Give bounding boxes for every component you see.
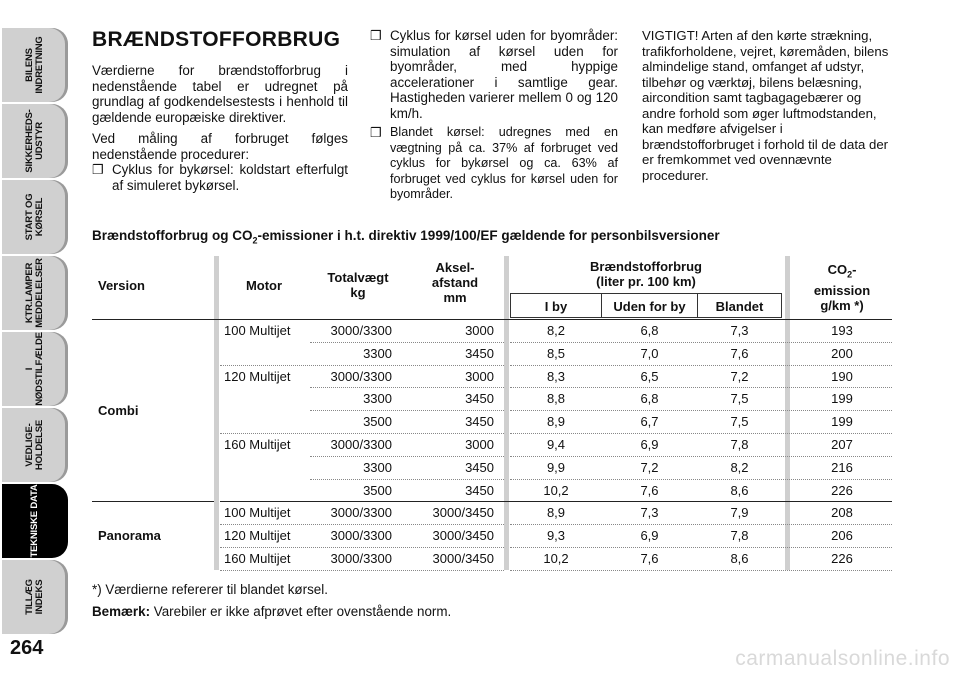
watermark: carmanualsonline.info <box>735 647 950 670</box>
cell-city: 8,9 <box>546 505 566 521</box>
cell-motor <box>224 456 304 479</box>
cell-motor <box>224 342 304 365</box>
cell-weight: 3500 <box>363 482 392 498</box>
cell-axle: 3000/3450 <box>432 505 494 521</box>
header-axle: Aksel- afstand mm <box>431 260 479 305</box>
tab-label: I NØDSTILFÆLDE <box>24 332 45 406</box>
cell-city: 9,9 <box>546 459 566 475</box>
cell-co2: 206 <box>831 528 853 544</box>
table-heading <box>92 228 720 246</box>
table-heading-sub: 2 <box>252 235 258 246</box>
intro-paragraph: Værdierne for brændstofforbrug i nedenstående tabel er udregnet på grundlag af godkendelsestests i henhold til gældende europæiske direktiver. <box>92 63 348 125</box>
cell-co2: 226 <box>831 482 853 498</box>
cell-extra: 6,7 <box>640 414 659 430</box>
cell-city: 9,3 <box>546 528 566 544</box>
cell-motor: 160 Multijet <box>224 437 291 452</box>
tab-ktr-lamper[interactable] <box>2 256 68 330</box>
cell-motor: 160 Multijet <box>224 551 291 566</box>
tab-bilens-indretning[interactable] <box>2 28 68 102</box>
bullet-text: Cyklus for kørsel uden for byområder: simulation af kørsel uden for byområder, med hyppige accelerationer i samtlige gear. Hastigheden varierer mellem 0 og 120 km/h. <box>390 28 618 121</box>
header-co2 <box>792 262 892 313</box>
tab-start-og-korsel[interactable] <box>2 180 68 254</box>
column-separator <box>504 256 509 570</box>
checkbox-bullet-icon: ❒ <box>92 162 104 177</box>
cell-weight: 3000/3300 <box>330 368 392 384</box>
header-version: Version <box>98 278 145 293</box>
cell-motor: 100 Multijet <box>224 505 291 521</box>
cell-mixed: 7,5 <box>730 391 749 407</box>
procedure-column <box>370 28 618 203</box>
row-divider <box>220 570 504 571</box>
note-text: Varebiler er ikke afprøvet efter ovenstående norm. <box>150 604 452 619</box>
page-number: 264 <box>10 637 44 659</box>
cell-co2: 199 <box>831 414 853 430</box>
cell-axle: 3450 <box>465 391 494 407</box>
header-co2-pre: CO <box>827 262 848 277</box>
cell-extra: 6,5 <box>640 368 659 384</box>
cell-weight: 3300 <box>363 391 392 407</box>
tab-label: TEKNISKE DATA <box>29 484 40 558</box>
bullet-text: Cyklus for bykørsel: koldstart efterfulgt af simuleret bykørsel. <box>112 162 348 193</box>
cell-city: 10,2 <box>543 482 569 498</box>
cell-extra: 7,0 <box>640 345 659 361</box>
cell-weight: 3000/3300 <box>330 551 392 566</box>
cell-axle: 3450 <box>465 345 494 361</box>
cell-city: 8,9 <box>546 414 566 430</box>
table-heading-post: -emissioner i h.t. direktiv 1999/100/EF gældende for personbilsversioner <box>257 228 720 243</box>
tab-sikkerhedsudstyr[interactable] <box>2 104 68 178</box>
cell-weight: 3000/3300 <box>330 437 392 452</box>
cell-motor <box>224 410 304 433</box>
cell-co2: 207 <box>831 437 853 452</box>
header-mixed: Blandet <box>697 293 782 318</box>
cell-axle: 3450 <box>465 414 494 430</box>
cell-co2: 208 <box>831 505 853 521</box>
fuel-consumption-table <box>92 256 892 570</box>
cell-mixed: 8,2 <box>730 459 749 475</box>
tab-label: SIKKERHEDS- UDSTYR <box>24 109 45 173</box>
footnote: *) Værdierne refererer til blandet kørsel. <box>92 582 328 597</box>
cell-extra: 7,2 <box>640 459 659 475</box>
cell-axle: 3450 <box>465 459 494 475</box>
page-title: BRÆNDSTOFFORBRUG <box>92 28 341 51</box>
cell-city: 8,8 <box>546 391 566 407</box>
cell-weight: 3000/3300 <box>330 323 392 338</box>
cell-mixed: 8,6 <box>730 551 749 566</box>
cell-weight: 3000/3300 <box>330 528 392 544</box>
cell-weight: 3300 <box>363 459 392 475</box>
header-extra-urban: Uden for by <box>601 293 698 318</box>
group-rule <box>92 501 214 502</box>
cell-city: 8,3 <box>546 368 566 384</box>
note <box>92 604 451 619</box>
version-label: Panorama <box>98 528 161 544</box>
cell-axle: 3450 <box>465 482 494 498</box>
cell-mixed: 7,3 <box>730 323 749 338</box>
cell-city: 9,4 <box>546 437 566 452</box>
header-city: I by <box>510 293 602 318</box>
cell-city: 10,2 <box>543 551 569 566</box>
cell-weight: 3000/3300 <box>330 505 392 521</box>
column-separator <box>214 256 219 570</box>
cell-axle: 3000/3450 <box>432 551 494 566</box>
bullet-item <box>370 28 618 121</box>
cell-mixed: 7,2 <box>730 368 749 384</box>
tab-label: VEDLIGE- HOLDELSE <box>24 419 45 471</box>
header-weight: Totalvægt kg <box>327 270 389 300</box>
cell-city: 8,2 <box>546 323 566 338</box>
procedure-paragraph: Ved måling af forbruget følges nedenstående procedurer: <box>92 131 348 162</box>
cell-motor: 120 Multijet <box>224 528 291 544</box>
cell-motor: 120 Multijet <box>224 368 291 384</box>
bullet-text: Blandet kørsel: udregnes med en vægtning på ca. 37% af forbruget ved cyklus for bykørsel og ca. 63% af forbruget ved cyklus for kørsel uden for byområder. <box>390 125 618 201</box>
cell-co2: 199 <box>831 391 853 407</box>
tab-nodstilfaelde[interactable] <box>2 332 68 406</box>
important-note: VIGTIGT! Arten af den kørte strækning, trafikforholdene, vejret, køremåden, bilens almindelige stand, omfanget af udstyr, tilbehør og værktøj, bilens belæsning, aircondition samt tagbagagebærer og andre forhold som øger luftmodstanden, kan medføre afvigelser i brændstofforbruget i forhold til de data der er fremkommet ved ovennævnte procedurer. <box>642 28 889 183</box>
cell-mixed: 7,5 <box>730 414 749 430</box>
cell-extra: 7,3 <box>640 505 659 521</box>
cell-co2: 193 <box>831 323 853 338</box>
cell-motor <box>224 479 304 502</box>
cell-weight: 3500 <box>363 414 392 430</box>
cell-co2: 200 <box>831 345 853 361</box>
tab-tillaeg-indeks[interactable] <box>2 560 68 634</box>
cell-mixed: 7,6 <box>730 345 749 361</box>
cell-axle: 3000 <box>465 437 494 452</box>
table-heading-pre: Brændstofforbrug og CO <box>92 228 253 243</box>
cell-co2: 216 <box>831 459 853 475</box>
checkbox-bullet-icon: ❒ <box>370 125 382 140</box>
tab-tekniske-data[interactable] <box>2 484 68 558</box>
tab-label: BILENS INDRETNING <box>24 36 45 94</box>
cell-extra: 7,6 <box>640 482 659 498</box>
cell-extra: 7,6 <box>640 551 659 566</box>
cell-motor <box>224 387 304 410</box>
tab-vedligeholdelse[interactable] <box>2 408 68 482</box>
bullet-item <box>92 162 348 193</box>
cell-co2: 190 <box>831 368 853 384</box>
header-motor: Motor <box>245 278 283 293</box>
header-co2-post: - emission g/km *) <box>813 262 871 313</box>
note-label: Bemærk: <box>92 604 151 619</box>
cell-axle: 3000/3450 <box>432 528 494 544</box>
cell-mixed: 7,8 <box>730 437 749 452</box>
cell-co2: 226 <box>831 551 853 566</box>
cell-mixed: 7,8 <box>730 528 749 544</box>
cell-extra: 6,8 <box>640 391 659 407</box>
column-separator <box>785 256 790 570</box>
cell-extra: 6,9 <box>640 437 659 452</box>
cell-city: 8,5 <box>546 345 566 361</box>
cell-extra: 6,8 <box>640 323 659 338</box>
version-label: Combi <box>98 402 139 418</box>
bullet-item <box>370 125 618 203</box>
cell-axle: 3000 <box>465 368 494 384</box>
header-fuel-consumption: Brændstofforbrug (liter pr. 100 km) <box>590 259 702 289</box>
tab-label: START OG KØRSEL <box>24 193 45 241</box>
intro-column <box>92 63 348 193</box>
cell-mixed: 7,9 <box>730 505 749 521</box>
tab-label: TILLÆG INDEKS <box>24 579 45 615</box>
cell-mixed: 8,6 <box>730 482 749 498</box>
header-co2-sub: 2 <box>847 269 853 280</box>
cell-motor: 100 Multijet <box>224 323 291 338</box>
cell-weight: 3300 <box>363 345 392 361</box>
row-divider <box>510 570 892 571</box>
cell-axle: 3000 <box>465 323 494 338</box>
checkbox-bullet-icon: ❒ <box>370 28 382 43</box>
cell-extra: 6,9 <box>640 528 659 544</box>
tab-label: KTR.LAMPER MEDDELELSER <box>24 258 45 328</box>
